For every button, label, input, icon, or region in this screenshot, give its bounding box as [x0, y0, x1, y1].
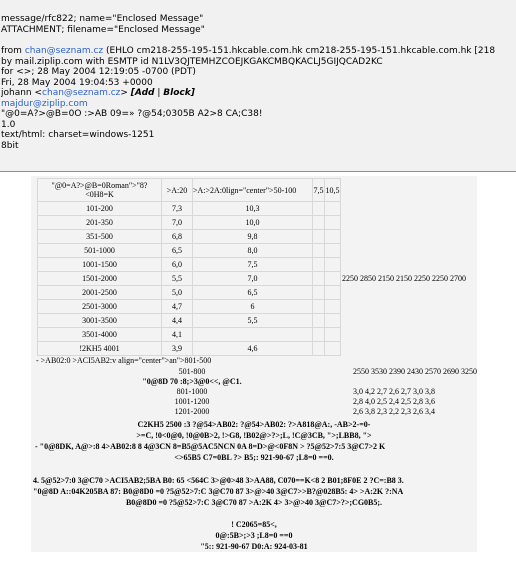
- row-label: 3501-4000: [38, 328, 162, 342]
- row-value: [193, 328, 313, 342]
- text-line: "5:: 921-90-67 D0:A: 924-03-81: [200, 542, 308, 551]
- row-value: 4,7: [162, 300, 193, 314]
- sender-email-link[interactable]: chan@seznam.cz: [42, 88, 121, 98]
- add-contact-button[interactable]: [Add: [130, 88, 155, 98]
- row-label: 1201-2000: [174, 407, 210, 416]
- text-line: 4. 5@52>7:0 3@C70 >ACI5AB2;5BA B0: 65 <564C 3>@0>48 3>AA88, C070==K<8 2 B01;8F0E 2 ?C=:B8 3.: [33, 476, 404, 485]
- header-received-for: for <>; 28 May 2004 12:19:05 -0700 (PDT): [1, 67, 196, 77]
- row-value: 6,5: [162, 244, 193, 258]
- empty-cell: [341, 216, 478, 230]
- empty-cell: [353, 377, 477, 387]
- empty-cell: [313, 272, 325, 286]
- rates-table: [31, 367, 477, 417]
- empty-cell: [325, 286, 341, 300]
- from-prefix: from: [1, 46, 25, 56]
- empty-cell: [313, 286, 325, 300]
- row-value: 8,0: [193, 244, 313, 258]
- sender-close: >: [120, 88, 131, 98]
- header-cell: >A:>2A:0lign="center">50-100: [193, 179, 313, 202]
- table-row: [31, 397, 477, 407]
- table-row: [38, 230, 478, 244]
- empty-cell: [313, 244, 325, 258]
- row-numbers: 2550 3530 2390 2430 2570 2690 3250: [353, 367, 477, 376]
- row-label: !2KH5 4001: [38, 342, 162, 356]
- header-cell: >A:20: [162, 179, 193, 202]
- price-table: [37, 178, 477, 356]
- text-line: C2KH5 2500 :3 ?@54>AB02: ?@54>AB02: ?>A818@A:, -AB>2-=0-: [137, 420, 371, 429]
- empty-cell: [313, 328, 325, 342]
- row-label: 351-500: [38, 230, 162, 244]
- row-value: 7,0: [162, 216, 193, 230]
- header-content-type: message/rfc822; name="Enclosed Message": [1, 14, 204, 24]
- block-sender-button[interactable]: Block]: [163, 88, 195, 98]
- row-value: 7,0: [193, 272, 313, 286]
- section-title: - >AB02:0 >ACI5AB2:v align="center">an">801-500: [36, 356, 212, 365]
- row-label: 2501-3000: [38, 300, 162, 314]
- row-label: 501-1000: [38, 244, 162, 258]
- from-email-link[interactable]: chan@seznam.cz: [24, 46, 104, 56]
- text-line: 0@:5B>;>3 ;L8=0 ==0: [215, 531, 293, 540]
- empty-cell: [313, 202, 325, 216]
- text-line: "0@8D A::04K205BA 87: B0@8D0 =0 ?5@52>7:C 3@C70 87 3>@>40 3@C7>>B?@028B5: 4> >A:2K ?:NA: [33, 487, 404, 496]
- row-value: 7,3: [162, 202, 193, 216]
- row-label: "0@8D 70 :8;>3@0<<, @C1.: [142, 377, 242, 386]
- empty-cell: [341, 342, 478, 356]
- header-received-by: by mail.ziplip.com with ESMTP id N1LV3QJTEMHZCOEJKGAKCMBQKACLJ5GIJQCAD2KC: [1, 56, 383, 67]
- row-value: 10,0: [193, 216, 313, 230]
- empty-cell: [341, 328, 478, 342]
- row-value: 6,8: [162, 230, 193, 244]
- empty-cell: [313, 216, 325, 230]
- table-row: [38, 202, 478, 216]
- empty-cell: [341, 202, 478, 216]
- empty-cell: [325, 342, 341, 356]
- row-numbers: 2,6 3,8 2,3 2,2 2,3 2,6 3,4: [353, 407, 435, 416]
- row-value: 5,0: [162, 286, 193, 300]
- table-row: [38, 342, 478, 356]
- row-label: 201-350: [38, 216, 162, 230]
- table-row: [38, 314, 478, 328]
- row-label: 501-800: [178, 367, 206, 376]
- header-mime-version: 1.0: [1, 119, 16, 130]
- price-table-header: [38, 179, 478, 202]
- row-label: 3001-3500: [38, 314, 162, 328]
- empty-cell: [325, 230, 341, 244]
- row-value: 4,6: [193, 342, 313, 356]
- empty-cell: [325, 216, 341, 230]
- text-line: <>65B5 C7=0BL ?> B5;: 921-90-67 ;L8=0 ==0.: [174, 453, 334, 462]
- message-headers: [0, 0, 516, 172]
- table-row: [31, 387, 477, 397]
- row-label: 1001-1500: [38, 258, 162, 272]
- header-transfer-encoding: 8bit: [1, 140, 19, 151]
- empty-cell: [325, 244, 341, 258]
- header-cell-empty: [341, 179, 478, 202]
- row-value: 3,9: [162, 342, 193, 356]
- table-row: [38, 216, 478, 230]
- empty-cell: [313, 300, 325, 314]
- header-subject: "@0=A?>@B=0O :>AB 09=» ?@54;0305B A2>8 CA;C38!: [1, 109, 263, 119]
- header-attachment: ATTACHMENT; filename="Enclosed Message": [1, 24, 205, 35]
- header-cell: "@0=A?>@B=0Roman">"8?<0H8=K: [38, 179, 162, 202]
- row-label: 101-200: [38, 202, 162, 216]
- row-value: 6,0: [162, 258, 193, 272]
- empty-cell: [341, 258, 478, 272]
- row-value: 9,8: [193, 230, 313, 244]
- row-label: 1001-1200: [174, 397, 210, 406]
- table-row: [31, 377, 477, 387]
- header-cell: 10,5: [325, 179, 341, 202]
- text-line: ! C2065=85<,: [231, 520, 277, 529]
- empty-cell: [341, 244, 478, 258]
- message-body: [31, 176, 477, 552]
- table-row: [31, 407, 477, 417]
- row-value: 10,3: [193, 202, 313, 216]
- empty-cell: [325, 328, 341, 342]
- row-value: 4,4: [162, 314, 193, 328]
- recipient-email-link[interactable]: majdur@ziplip.com: [1, 98, 88, 109]
- from-rest: (EHLO cm218-255-195-151.hkcable.com.hk cm218-255-195-151.hkcable.com.hk [218: [103, 46, 496, 56]
- table-row: [38, 286, 478, 300]
- empty-cell: [313, 314, 325, 328]
- row-value: 5,5: [193, 314, 313, 328]
- empty-cell: [313, 230, 325, 244]
- row-label: 1501-2000: [38, 272, 162, 286]
- text-line: >=C, !0<0@0, !0@0B>2, !>G8, !B02@>?>;L, !C@3CB, ">;LBB8, ">: [136, 431, 372, 440]
- row-value: 5,5: [162, 272, 193, 286]
- row-value: 4,1: [162, 328, 193, 342]
- row-numbers: 2,8 4,0 2,5 2,4 2,5 2,8 3,6: [353, 397, 435, 406]
- row-numbers: 2250 2850 2150 2150 2250 2250 2700: [342, 274, 466, 283]
- action-separator: |: [154, 88, 164, 98]
- empty-cell: [313, 258, 325, 272]
- table-row: [38, 272, 478, 286]
- text-line: - "0@8DK, A@>:8 4>AB02:8 8 4@3CN 8=B5@5AC5NCN 0A 8=D>@<0F8N > ?5@52>7:5 3@C7>2 K: [35, 442, 386, 451]
- header-cell: 7,5: [313, 179, 325, 202]
- row-label: 2001-2500: [38, 286, 162, 300]
- empty-cell: [325, 300, 341, 314]
- header-body-content-type: text/html: charset=windows-1251: [1, 130, 155, 140]
- header-received-from: [1, 46, 516, 57]
- empty-cell: [341, 286, 478, 300]
- empty-cell: [341, 300, 478, 314]
- empty-cell: [325, 258, 341, 272]
- row-label: 801-1000: [176, 387, 208, 396]
- header-date: Fri, 28 May 2004 19:04:53 +0000: [1, 77, 153, 88]
- empty-cell: [341, 314, 478, 328]
- empty-cell: [325, 272, 341, 286]
- empty-cell: [341, 230, 478, 244]
- empty-cell: [325, 314, 341, 328]
- table-row: [38, 328, 478, 342]
- text-line: B0@8D0 =0 ?5@52>7:C 3@C70 87 >A:2K 4> 3>@>40 3@C7>?>;CG0B5;.: [125, 498, 383, 507]
- table-row: [38, 300, 478, 314]
- table-row: [38, 258, 478, 272]
- row-value: 6,5: [193, 286, 313, 300]
- row-numbers: 3,0 4,2 2,7 2,6 2,7 3,0 3,8: [353, 387, 435, 396]
- header-from: [1, 88, 516, 99]
- row-value: 6: [193, 300, 313, 314]
- table-row: [31, 367, 477, 377]
- sender-name: johann <: [1, 88, 43, 98]
- row-value: 7,5: [193, 258, 313, 272]
- empty-cell: [325, 202, 341, 216]
- body-margin: [477, 176, 513, 552]
- empty-cell: [313, 342, 325, 356]
- table-row: [38, 244, 478, 258]
